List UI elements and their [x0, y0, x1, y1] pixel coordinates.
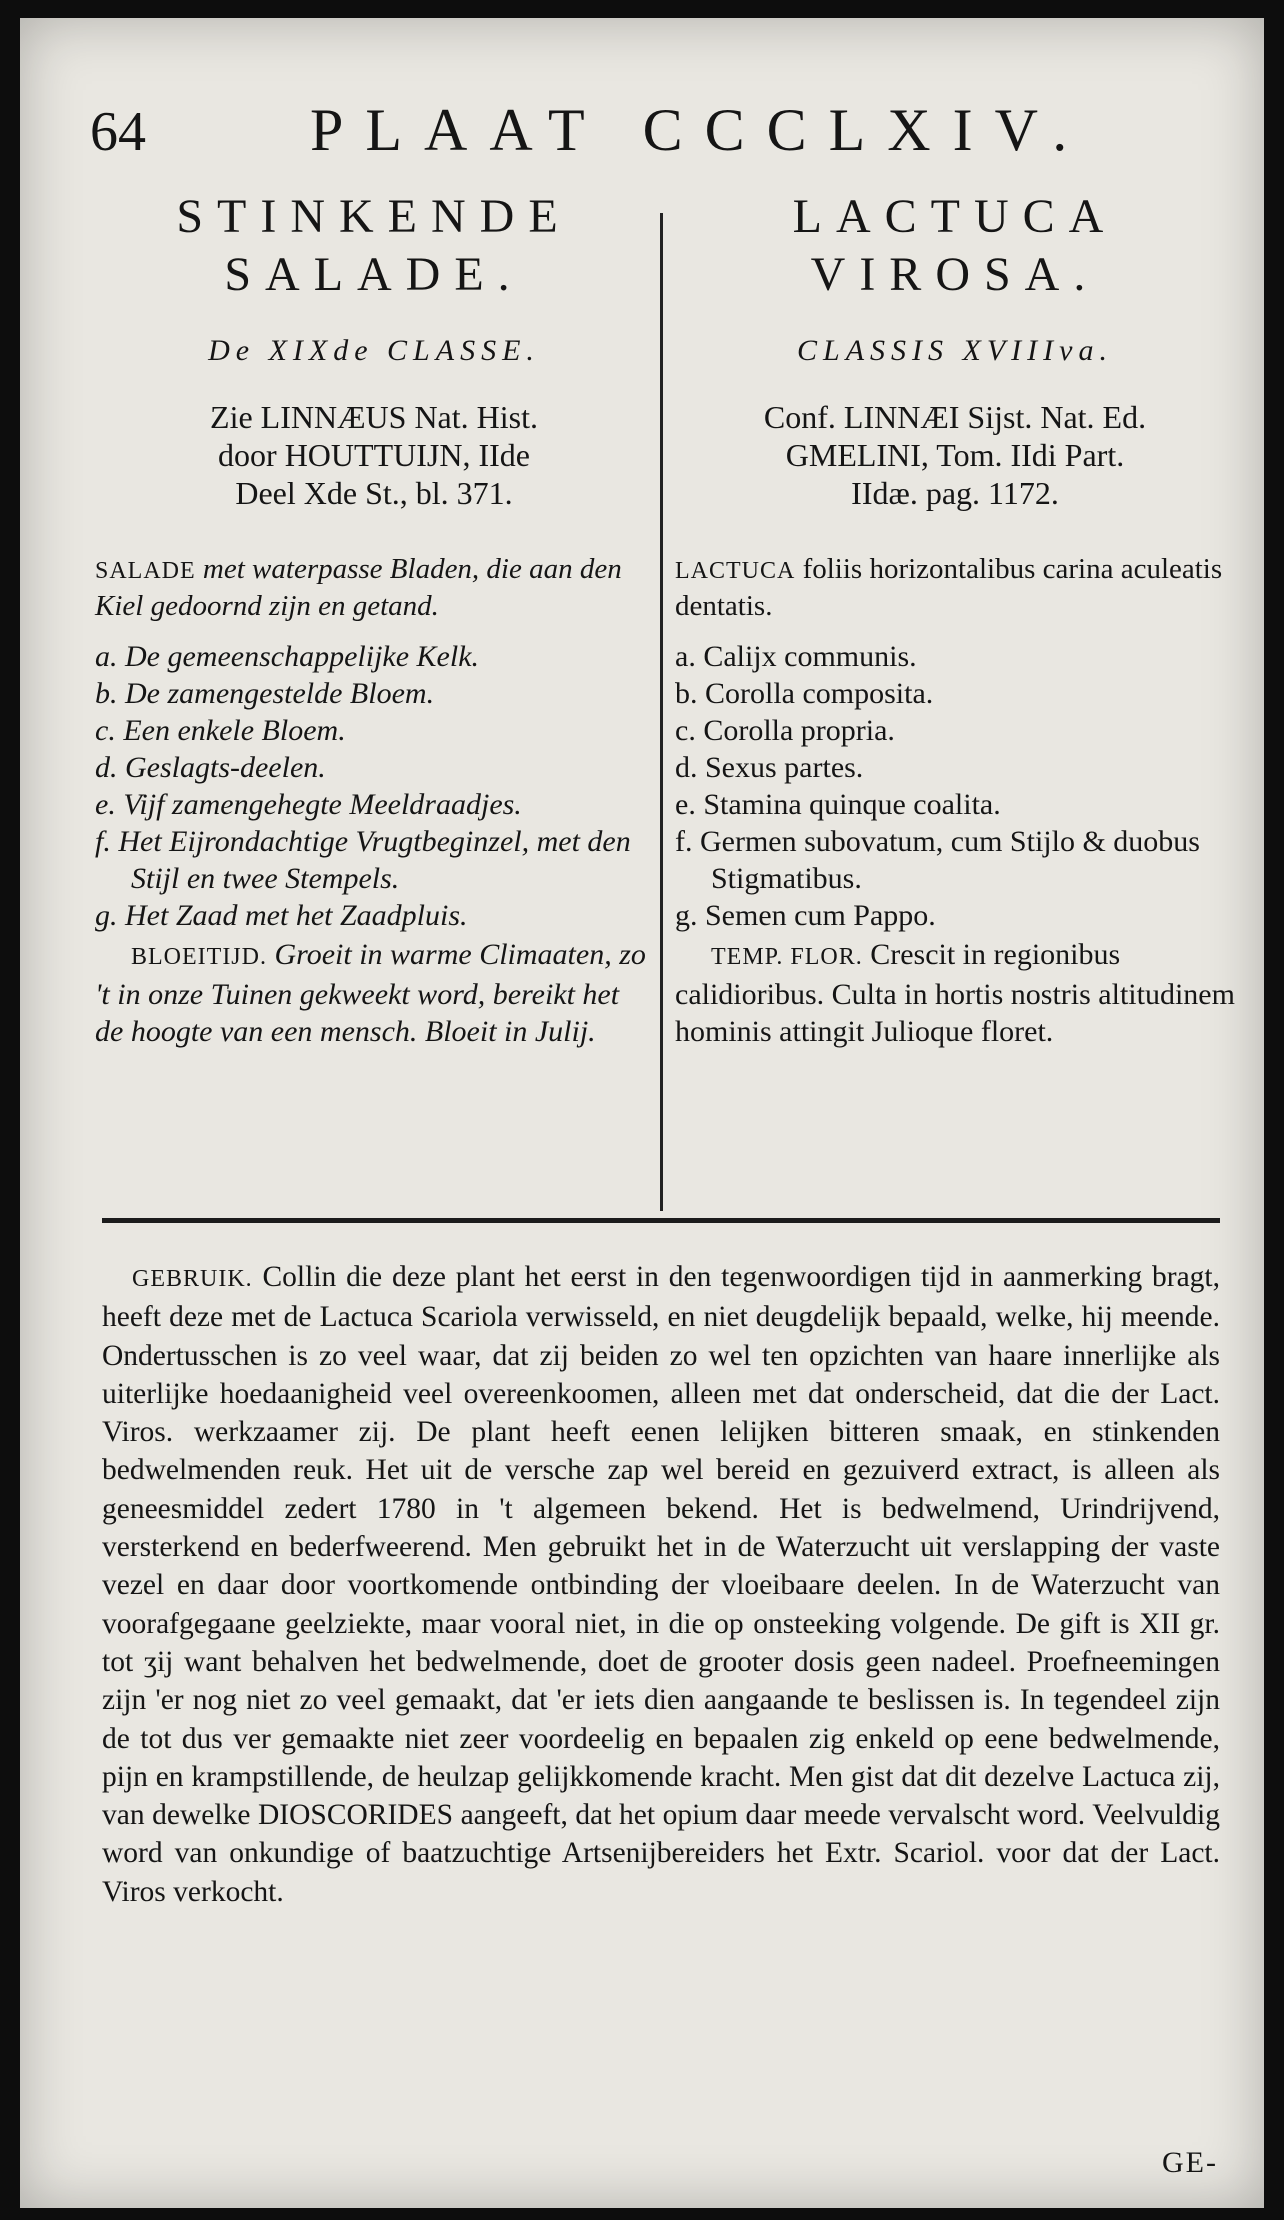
dutch-class: De XIXde CLASSE. — [208, 334, 540, 367]
dutch-reference-line: Deel Xde St., bl. 371. — [235, 475, 513, 511]
latin-reference — [675, 398, 1235, 512]
dutch-title-line1: STINKENDE — [176, 190, 572, 243]
latin-genus-name: LACTUCA — [675, 558, 796, 584]
list-item: f. Germen subovatum, cum Stijlo & duobus Stigmatibus. — [675, 825, 1200, 895]
dutch-item-list — [95, 638, 653, 934]
plate-title: PLAAT CCCLXIV. — [310, 97, 1090, 163]
catchword: GE- — [1162, 2146, 1218, 2179]
list-item: c. Een enkele Bloem. — [95, 714, 346, 747]
usage-paragraph — [102, 1258, 1220, 1911]
list-item: c. Corolla propria. — [675, 714, 895, 747]
dutch-description-text: met waterpasse Bladen, die aan den Kiel gedoornd zijn en getand. — [95, 553, 622, 622]
section-rule — [102, 1218, 1220, 1223]
dutch-reference-line: Zie LINNÆUS Nat. Hist. — [210, 399, 538, 435]
list-item: e. Stamina quinque coalita. — [675, 788, 1001, 821]
latin-reference-line: IIdæ. pag. 1172. — [851, 475, 1059, 511]
latin-flowering-note — [675, 936, 1235, 1050]
list-item: g. Semen cum Pappo. — [675, 899, 936, 932]
dutch-flowering-label: BLOEITIJD. — [131, 944, 267, 970]
list-item: d. Sexus partes. — [675, 751, 864, 784]
usage-text: Collin die deze plant het eerst in den tegenwoordigen tijd in aanmerking bragt, heeft deze met de Lactuca Scariola verwisseld, en niet deugdelijk bepaald, welke, hij meende. Ondertusschen is zo veel waar, dat zij beiden zo wel ten opzichten van haare innerlijke als uiterlijke hoedaanigheid veel overeenkoomen, alleen met dat onderscheid, dat die der Lact. Viros. werkzaamer zij. De plant heeft eenen lelijken bitteren smaak, en stinkenden bedwelmenden reuk. Het uit de versche zap wel bereid en gezuiverd extract, is alleen als geneesmiddel zedert 1780 in 't algemeen bekend. Het is bedwelmend, Urindrijvend, versterkend en bederfweerend. Men gebruikt het in de Waterzucht uit verslapping der vaste vezel en daar door voortkomende ontbinding der vloeibaare deelen. In de Waterzucht van voorafgegaane geelziekte, maar vooral niet, in die op onsteeking volgende. De gift is XII gr. tot ʒij want behalven het bedwelmende, doet de grooter dosis geen nadeel. Proefneemingen zijn 'er nog niet zo veel gemaakt, dat 'er iets dien aangaande te beslissen is. In tegendeel zijn de tot dus ver gemaakte niet zeer voordeelig en bepaalen zig enkeld op eene bedwelmende, pijn en krampstillende, de heulzap gelijkkomende kracht. Men gist dat dit dezelve Lactuca zij, van dewelke DIOSCORIDES aangeeft, dat het opium daar meede vervalscht word. Veelvuldig word van onkundige of baatzuchtige Artsenijbereiders het Extr. Scariol. voor dat der Lact. Viros verkocht. — [102, 1261, 1221, 1908]
latin-reference-line: GMELINI, Tom. IIdi Part. — [785, 437, 1125, 473]
latin-description-text: foliis horizontalibus carina aculeatis dentatis. — [675, 553, 1223, 622]
dutch-reference-line: door HOUTTUIJN, IIde — [218, 437, 530, 473]
list-item: b. De zamengestelde Bloem. — [95, 677, 435, 710]
latin-flowering-label: TEMP. FLOR. — [711, 944, 863, 970]
list-item: e. Vijf zamengehegte Meeldraadjes. — [95, 788, 522, 821]
usage-label: GEBRUIK. — [132, 1266, 253, 1292]
latin-title-line2: VIROSA. — [810, 248, 1100, 301]
latin-item-list — [675, 638, 1235, 934]
dutch-genus-name: SALADE — [95, 558, 196, 584]
latin-title-line1: LACTUCA — [792, 190, 1118, 243]
latin-flowering-text: Crescit in regionibus calidioribus. Culta in hortis nostris altitudinem hominis attingit Julioque floret. — [675, 938, 1235, 1048]
list-item: a. Calijx communis. — [675, 640, 917, 673]
list-item: a. De gemeenschappelijke Kelk. — [95, 640, 480, 673]
book-page — [20, 18, 1264, 2208]
list-item: b. Corolla composita. — [675, 677, 934, 710]
latin-description — [675, 552, 1235, 624]
page-number: 64 — [90, 101, 146, 163]
list-item: g. Het Zaad met het Zaadpluis. — [95, 899, 468, 932]
dutch-title-line2: SALADE. — [224, 248, 524, 301]
latin-column — [675, 188, 1235, 1206]
latin-class: CLASSIS XVIIIva. — [797, 334, 1113, 367]
list-item: f. Het Eijrondachtige Vrugtbeginzel, met den Stijl en twee Stempels. — [95, 825, 631, 895]
dutch-flowering-text: Groeit in warme Climaaten, zo 't in onze Tuinen gekweekt word, bereikt het de hoogte van een mensch. Bloeit in Julij. — [95, 938, 646, 1048]
dutch-column — [95, 188, 653, 1206]
list-item: d. Geslagts-deelen. — [95, 751, 326, 784]
dutch-description — [95, 552, 653, 624]
page-header — [20, 96, 1264, 176]
latin-reference-line: Conf. LINNÆI Sijst. Nat. Ed. — [763, 399, 1147, 435]
dutch-reference — [95, 398, 653, 512]
dutch-flowering-note — [95, 936, 653, 1050]
column-divider — [660, 213, 663, 1211]
